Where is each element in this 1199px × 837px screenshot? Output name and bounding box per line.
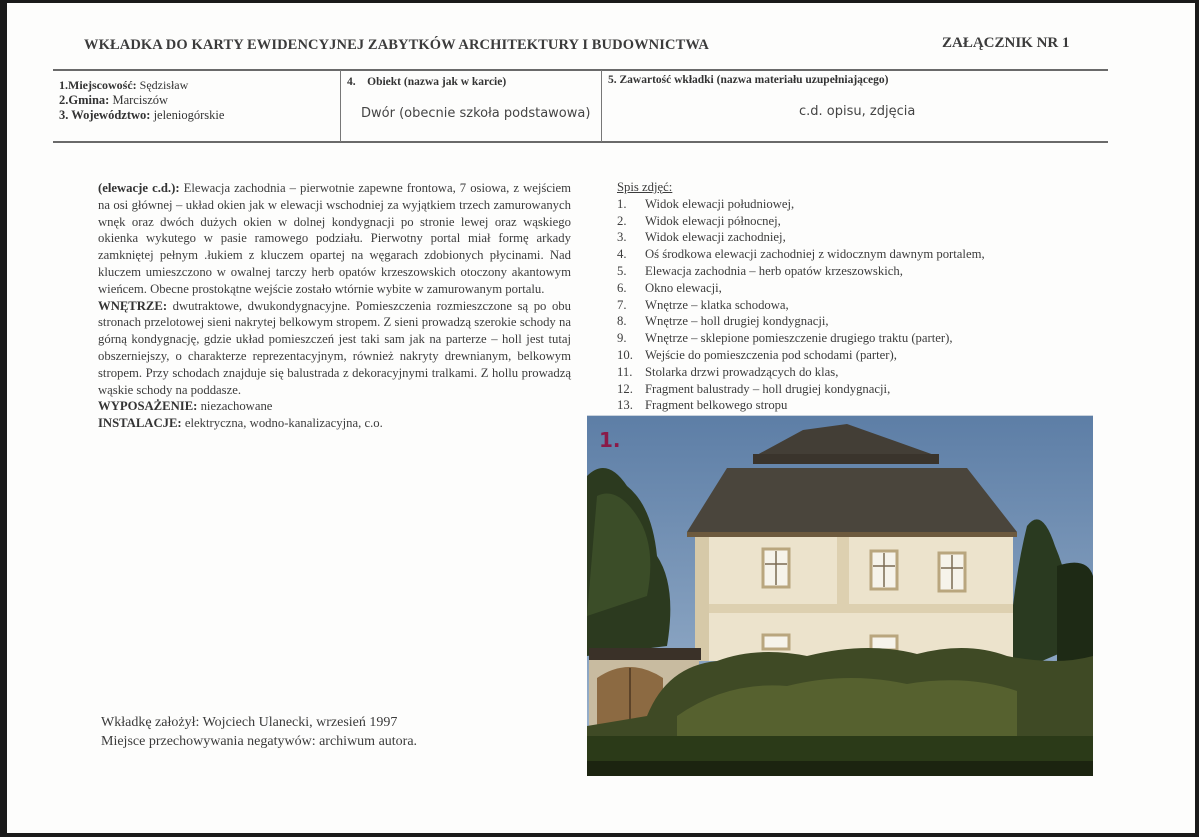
- equipment-paragraph: [98, 398, 571, 415]
- photo-list-items: [617, 196, 985, 414]
- list-item: [617, 280, 985, 297]
- house-photo: [587, 415, 1093, 776]
- author-line: Wkładkę założył: Wojciech Ulanecki, wrzesień 1997: [101, 715, 398, 730]
- interior-label: WNĘTRZE:: [98, 298, 168, 313]
- contents-label: 5. Zawartość wkładki (nazwa materiału uzupełniającego): [608, 74, 889, 86]
- list-item-number: 8.: [617, 314, 627, 329]
- list-item-number: 5.: [617, 263, 627, 278]
- wojewodztwo-field: [59, 108, 224, 123]
- header-divider-2: [601, 70, 602, 142]
- list-item-text: Fragment belkowego stropu: [645, 398, 788, 413]
- list-item: [617, 364, 985, 381]
- list-item-number: 13.: [617, 398, 633, 413]
- negatives-line: Miejsce przechowywania negatywów: archiwum autora.: [101, 734, 418, 749]
- list-item-text: Elewacja zachodnia – herb opatów krzeszowskich,: [645, 263, 903, 278]
- list-item-text: Widok elewacji południowej,: [645, 196, 795, 211]
- list-item-number: 9.: [617, 331, 627, 346]
- contents-value: c.d. opisu, zdjęcia: [799, 104, 916, 119]
- list-item-number: 6.: [617, 280, 627, 295]
- miejscowosc-label: 1.Miejscowość:: [59, 78, 137, 92]
- list-item: [617, 297, 985, 314]
- list-item-number: 4.: [617, 247, 627, 262]
- header-bottom-rule: [53, 141, 1108, 143]
- object-value: Dwór (obecnie szkoła podstawowa): [361, 106, 591, 121]
- equipment-label: WYPOSAŻENIE:: [98, 399, 198, 414]
- list-item: [617, 263, 985, 280]
- footer-block: [101, 713, 417, 751]
- list-item: [617, 347, 985, 364]
- elevations-label: (elewacje c.d.):: [98, 181, 180, 195]
- description-block: [98, 180, 571, 432]
- list-item-text: Widok elewacji zachodniej,: [645, 230, 786, 245]
- object-label: 4. Obiekt (nazwa jak w karcie): [347, 76, 507, 88]
- interior-text: dwutraktowe, dwukondygnacyjne. Pomieszczenia rozmieszczone są po obu stronach przelotowej sieni nakrytej belkowym stropem. Z sieni prowadzą szerokie schody na górną kondygnację, gdzie układ pomieszczeń jest taki sam jak na parterze – holl jest tutaj obszerniejszy, o charakterze reprezentacyjnym, również nakryty drewnianym, belkowym stropem. Przy schodach znajduje się balustrada z dekoracyjnymi tralkami. Z hollu prowadzą wąskie schody na poddasze.: [98, 298, 571, 397]
- list-item-text: Fragment balustrady – holl drugiej kondygnacji,: [645, 381, 891, 396]
- list-item-number: 12.: [617, 381, 633, 396]
- list-item-text: Wejście do pomieszczenia pod schodami (parter),: [645, 347, 897, 362]
- list-item-number: 11.: [617, 364, 633, 379]
- list-item-text: Wnętrze – holl drugiej kondygnacji,: [645, 314, 829, 329]
- list-item-number: 2.: [617, 213, 627, 228]
- list-item-number: 10.: [617, 347, 633, 362]
- wojewodztwo-label: 3. Województwo:: [59, 108, 151, 122]
- list-item: [617, 246, 985, 263]
- list-item-text: Wnętrze – klatka schodowa,: [645, 297, 789, 312]
- equipment-text: niezachowane: [197, 399, 273, 414]
- header-top-rule: [53, 69, 1108, 71]
- list-item: [617, 313, 985, 330]
- elevations-paragraph: [98, 180, 571, 298]
- gmina-field: [59, 93, 224, 108]
- interior-paragraph: [98, 298, 571, 399]
- house-illustration: [587, 416, 1093, 776]
- list-item: [617, 397, 985, 414]
- list-item: [617, 196, 985, 213]
- list-item: [617, 229, 985, 246]
- document-title: WKŁADKA DO KARTY EWIDENCYJNEJ ZABYTKÓW ARCHITEKTURY I BUDOWNICTWA: [84, 37, 709, 53]
- photo-list-heading: Spis zdjęć:: [617, 180, 673, 194]
- list-item-text: Oś środkowa elewacji zachodniej z widocznym dawnym portalem,: [645, 247, 985, 262]
- wojewodztwo-value: jeleniogórskie: [150, 108, 225, 122]
- list-item-text: Widok elewacji północnej,: [645, 213, 781, 228]
- document-page: [7, 3, 1195, 833]
- list-item: [617, 213, 985, 230]
- list-item-number: 7.: [617, 297, 627, 312]
- installations-paragraph: [98, 415, 571, 432]
- photo-number-label: 1.: [599, 428, 621, 452]
- miejscowosc-value: Sędzisław: [136, 78, 189, 92]
- list-item-text: Stolarka drzwi prowadzących do klas,: [645, 364, 839, 379]
- elevations-text: Elewacja zachodnia – pierwotnie zapewne frontowa, 7 osiowa, z wejściem na osi głównej – układ okien jak w elewacji wschodniej za wyjątkiem trzech zamurowanych wnęk oraz dwóch dużych okien w dolnej kondygnacji po stronie lewej oraz wąskiego okienka wykutego w pasie ramowego podziału. Pierwotny portal miał formę arkady zamkniętej pełnym .łukiem z kluczem opartej na węgarach zdobionych płycinami. Nad kluczem umieszczono w owalnej tarczy herb opatów krzeszowskich otoczony akantowym wieńcem. Obecne prostokątne wejście zostało wtórnie wybite w zamurowanym portalu.: [98, 181, 571, 296]
- header-divider-1: [340, 70, 341, 142]
- location-cell: [59, 78, 224, 123]
- photo-list: [617, 179, 985, 414]
- installations-text: elektryczna, wodno-kanalizacyjna, c.o.: [181, 416, 383, 431]
- list-item-text: Okno elewacji,: [645, 280, 722, 295]
- list-item: [617, 381, 985, 398]
- miejscowosc-field: [59, 78, 224, 93]
- annex-label: ZAŁĄCZNIK NR 1: [942, 35, 1070, 51]
- gmina-value: Marciszów: [109, 93, 169, 107]
- gmina-label: 2.Gmina:: [59, 93, 110, 107]
- list-item: [617, 330, 985, 347]
- list-item-text: Wnętrze – sklepione pomieszczenie drugiego traktu (parter),: [645, 331, 953, 346]
- list-item-number: 1.: [617, 196, 627, 211]
- list-item-number: 3.: [617, 230, 627, 245]
- installations-label: INSTALACJE:: [98, 416, 182, 431]
